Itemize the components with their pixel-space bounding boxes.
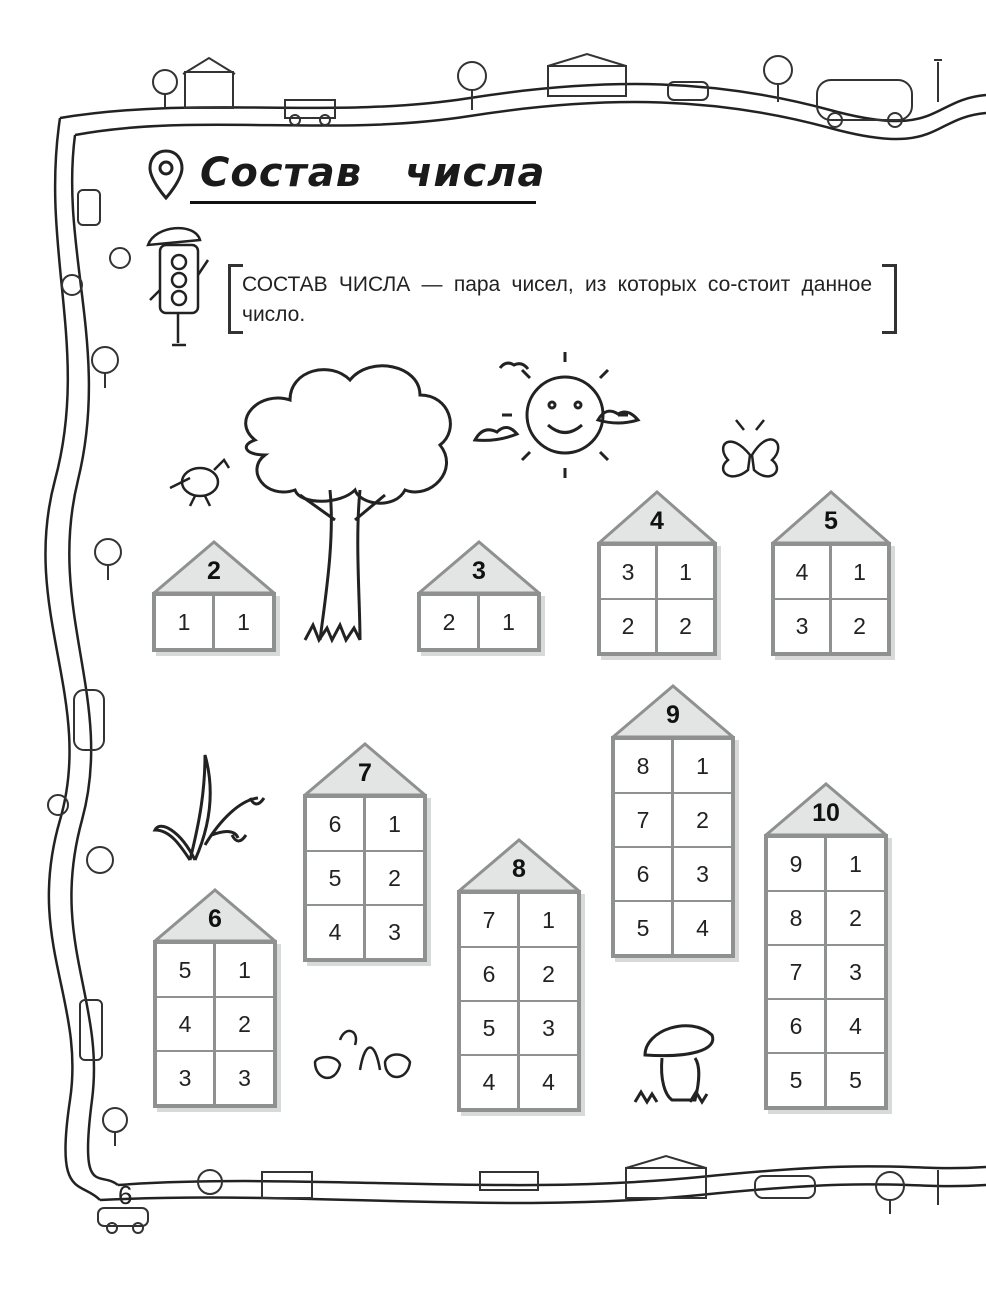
road-border-icon <box>60 84 986 121</box>
addend-left: 4 <box>306 905 365 959</box>
number-house-9 <box>611 684 735 958</box>
bracket-left <box>228 264 243 334</box>
addend-left: 4 <box>460 1055 519 1109</box>
house-roof <box>611 684 735 736</box>
page-number: 6 <box>118 1180 133 1210</box>
house-body <box>152 592 276 652</box>
addend-left: 6 <box>306 797 365 851</box>
house-body <box>457 890 581 1112</box>
house-body <box>153 940 277 1108</box>
house-roof <box>153 888 277 940</box>
addend-right: 1 <box>479 595 538 649</box>
house-number: 5 <box>824 507 838 535</box>
location-pin-icon <box>146 148 186 202</box>
addend-right: 1 <box>214 595 273 649</box>
house-number: 10 <box>812 799 840 827</box>
addend-right: 2 <box>826 891 885 945</box>
addend-right: 1 <box>673 739 732 793</box>
house-body <box>764 834 888 1110</box>
addend-right: 5 <box>826 1053 885 1107</box>
strawberry-icon <box>315 1031 410 1078</box>
number-house-8 <box>457 838 581 1112</box>
addend-left: 9 <box>767 837 826 891</box>
butterfly-icon <box>723 420 778 476</box>
addend-left: 5 <box>767 1053 826 1107</box>
addend-right: 4 <box>826 999 885 1053</box>
addend-left: 3 <box>156 1051 215 1105</box>
addend-right: 1 <box>831 545 888 599</box>
house-number: 4 <box>650 507 664 535</box>
title-underline <box>190 201 536 204</box>
addend-right: 1 <box>826 837 885 891</box>
addend-left: 6 <box>767 999 826 1053</box>
addend-left: 5 <box>460 1001 519 1055</box>
house-body <box>771 542 891 656</box>
addend-left: 7 <box>614 793 673 847</box>
addend-right: 2 <box>673 793 732 847</box>
addend-left: 3 <box>600 545 657 599</box>
page-title: Состав числа <box>200 150 546 196</box>
house-number: 8 <box>512 855 526 883</box>
house-roof <box>303 742 427 794</box>
addend-left: 2 <box>600 599 657 653</box>
addend-left: 2 <box>420 595 479 649</box>
house-roof <box>597 490 717 542</box>
house-number: 9 <box>666 701 680 729</box>
number-house-7 <box>303 742 427 962</box>
house-body <box>611 736 735 958</box>
addend-left: 6 <box>614 847 673 901</box>
addend-right: 1 <box>519 893 578 947</box>
bird-icon <box>170 460 229 506</box>
house-body <box>417 592 541 652</box>
bracket-right <box>882 264 897 334</box>
addend-right: 4 <box>673 901 732 955</box>
number-house-2 <box>152 540 276 652</box>
house-number: 3 <box>472 557 486 585</box>
house-body <box>303 794 427 962</box>
mushroom-icon <box>635 1026 713 1102</box>
addend-right: 2 <box>519 947 578 1001</box>
addend-right: 3 <box>365 905 424 959</box>
house-number: 6 <box>208 905 222 933</box>
addend-left: 3 <box>774 599 831 653</box>
number-house-5 <box>771 490 891 656</box>
addend-right: 3 <box>215 1051 274 1105</box>
house-number: 2 <box>207 557 221 585</box>
snowdrop-flower-icon <box>155 755 264 860</box>
addend-left: 4 <box>156 997 215 1051</box>
number-house-10 <box>764 782 888 1110</box>
addend-right: 1 <box>657 545 714 599</box>
addend-left: 1 <box>155 595 214 649</box>
addend-left: 5 <box>614 901 673 955</box>
house-roof <box>152 540 276 592</box>
sun-icon <box>475 352 638 478</box>
addend-right: 3 <box>519 1001 578 1055</box>
house-roof <box>457 838 581 890</box>
addend-left: 8 <box>614 739 673 793</box>
house-roof <box>771 490 891 542</box>
number-house-3 <box>417 540 541 652</box>
addend-right: 1 <box>215 943 274 997</box>
addend-right: 2 <box>365 851 424 905</box>
addend-right: 3 <box>673 847 732 901</box>
addend-right: 2 <box>215 997 274 1051</box>
house-body <box>597 542 717 656</box>
addend-left: 6 <box>460 947 519 1001</box>
addend-right: 1 <box>365 797 424 851</box>
house-roof <box>764 782 888 834</box>
definition-text: СОСТАВ ЧИСЛА — пара чисел, из которых со-стоит данное число. <box>242 273 872 326</box>
addend-left: 5 <box>306 851 365 905</box>
building-icon <box>185 72 233 108</box>
addend-left: 7 <box>767 945 826 999</box>
addend-left: 8 <box>767 891 826 945</box>
house-roof <box>417 540 541 592</box>
addend-right: 4 <box>519 1055 578 1109</box>
addend-left: 4 <box>774 545 831 599</box>
number-house-6 <box>153 888 277 1108</box>
traffic-light-mascot-icon <box>148 228 208 345</box>
addend-left: 5 <box>156 943 215 997</box>
addend-left: 7 <box>460 893 519 947</box>
addend-right: 3 <box>826 945 885 999</box>
addend-right: 2 <box>831 599 888 653</box>
house-number: 7 <box>358 759 372 787</box>
addend-right: 2 <box>657 599 714 653</box>
number-house-4 <box>597 490 717 656</box>
